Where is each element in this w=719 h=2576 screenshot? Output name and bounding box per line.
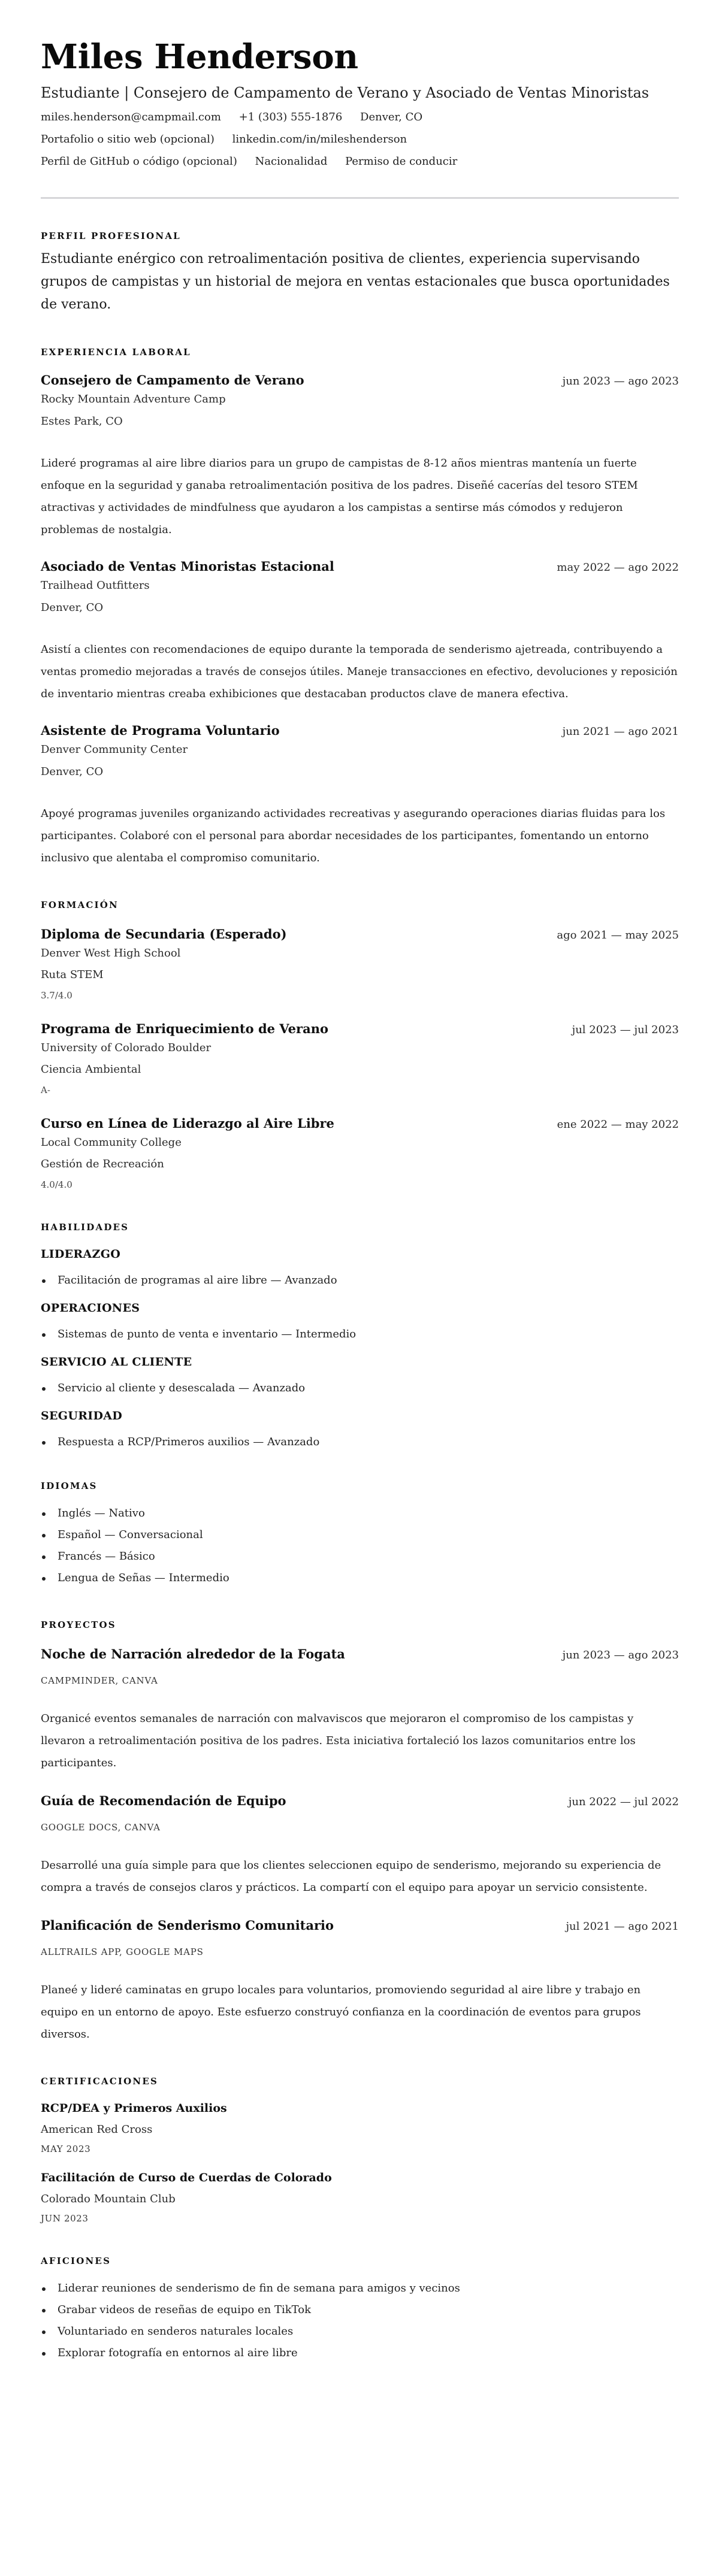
education-item <box>41 925 679 1002</box>
project-description: Desarrollé una guía simple para que los clientes seleccionen equipo de senderismo, mejorando su experiencia de compra a través de consejos claros y prácticos. La compartí con el equipo para apoyar un servicio consistente. <box>41 1859 661 1894</box>
section-title-skills: HABILIDADES <box>41 1222 129 1233</box>
skill-category: SEGURIDAD <box>41 1409 123 1422</box>
job-location: Denver, CO <box>41 601 104 614</box>
section-summary <box>41 230 679 316</box>
field-of-study: Ciencia Ambiental <box>41 1063 141 1076</box>
contact-location: Denver, CO <box>360 111 423 123</box>
project-description: Organicé eventos semanales de narración con malvaviscos que mejoraron el compromiso de los campistas y llevaron a retroalimentación positiva de los padres. Esta iniciativa fortaleció los lazos comunitarios entre los participantes. <box>41 1712 636 1769</box>
job-company: Rocky Mountain Adventure Camp <box>41 393 226 405</box>
education-dates: jul 2023 — jul 2023 <box>572 1024 679 1036</box>
resume-header <box>41 37 679 199</box>
contact-phone[interactable]: +1 (303) 555-1876 <box>238 111 343 123</box>
section-certifications <box>41 2075 679 2225</box>
skill-group <box>41 1408 679 1450</box>
job-title: Asistente de Programa Voluntario <box>41 723 280 738</box>
job-company: Denver Community Center <box>41 743 188 756</box>
contact-driving-license: Permiso de conducir <box>345 155 458 168</box>
contact-email[interactable]: miles.henderson@campmail.com <box>41 111 221 123</box>
education-item <box>41 1115 679 1191</box>
skill-list <box>41 1273 679 1288</box>
field-of-study: Ruta STEM <box>41 968 104 981</box>
section-title-certifications: CERTIFICACIONES <box>41 2076 158 2087</box>
certification-date: MAY 2023 <box>41 2144 91 2154</box>
grade: 3.7/4.0 <box>41 990 72 1001</box>
education-item <box>41 1020 679 1097</box>
contact-linkedin[interactable]: linkedin.com/in/mileshenderson <box>232 133 407 146</box>
section-title-projects: PROYECTOS <box>41 1620 116 1630</box>
job-description: Lideré programas al aire libre diarios para un grupo de campistas de 8-12 años mientras mantenía un fuerte enfoque en la seguridad y ganaba retroalimentación positiva de los padres. Diseñé cacerías del tesoro STEM atractivas y actividades de mindfulness que ayudaron a los campistas a sentirse más cómodos y redujeron problemas de nostalgia. <box>41 457 638 536</box>
project-name: Guía de Recomendación de Equipo <box>41 1793 286 1808</box>
project-name: Planificación de Senderismo Comunitario <box>41 1918 334 1933</box>
grade: A- <box>41 1085 50 1095</box>
summary-text: Estudiante enérgico con retroalimentación positiva de clientes, experiencia supervisando grupos de campistas y un historial de mejora en ventas estacionales que busca oportunidades de verano. <box>41 252 670 312</box>
project-dates: jul 2021 — ago 2021 <box>566 1920 679 1933</box>
project-tech: GOOGLE DOCS, CANVA <box>41 1822 161 1833</box>
language-item: Inglés — Nativo <box>41 1503 679 1524</box>
skill-group <box>41 1354 679 1396</box>
hobby-list <box>41 2278 679 2364</box>
project-dates: jun 2023 — ago 2023 <box>562 1649 679 1661</box>
project-description: Planeé y lideré caminatas en grupo locales para voluntarios, promoviendo seguridad al aire libre y trabajo en equipo en un entorno de apoyo. Este esfuerzo construyó confianza en la coordinación de eventos para grupos diversos. <box>41 1984 641 2041</box>
hobby-item: Voluntariado en senderos naturales locales <box>41 2321 679 2342</box>
header-divider <box>41 197 679 199</box>
contact-line-primary <box>41 110 679 125</box>
job-description: Asistí a clientes con recomendaciones de equipo durante la temporada de senderismo ajetreada, contribuyendo a ventas promedio mejoradas a través de consejos útiles. Maneje transacciones en efectivo, devoluciones y reposición de inventario mientras creaba exhibiciones que destacaban productos clave de manera efectiva. <box>41 643 678 700</box>
candidate-name: Miles Henderson <box>41 37 358 77</box>
skill-item: Sistemas de punto de venta e inventario — Intermedio <box>41 1327 679 1342</box>
education-dates: ene 2022 — may 2022 <box>557 1118 679 1131</box>
section-experience <box>41 346 679 869</box>
language-item: Lengua de Señas — Intermedio <box>41 1567 679 1589</box>
job-location: Denver, CO <box>41 765 104 778</box>
degree-title: Programa de Enriquecimiento de Verano <box>41 1021 328 1036</box>
skill-group <box>41 1300 679 1342</box>
job-company: Trailhead Outfitters <box>41 579 150 592</box>
job-dates: jun 2023 — ago 2023 <box>562 375 679 388</box>
section-title-experience: EXPERIENCIA LABORAL <box>41 347 191 358</box>
section-projects <box>41 1619 679 2045</box>
project-item <box>41 1792 679 1899</box>
degree-title: Diploma de Secundaria (Esperado) <box>41 927 287 942</box>
job-dates: jun 2021 — ago 2021 <box>562 725 679 738</box>
hobby-item: Liderar reuniones de senderismo de fin de semana para amigos y vecinos <box>41 2278 679 2299</box>
skill-list <box>41 1327 679 1342</box>
hobby-item: Explorar fotografía en entornos al aire libre <box>41 2342 679 2364</box>
language-item: Francés — Básico <box>41 1546 679 1567</box>
hobby-item: Grabar videos de reseñas de equipo en TikTok <box>41 2299 679 2321</box>
job-description: Apoyé programas juveniles organizando actividades recreativas y asegurando operaciones diarias fluidas para los participantes. Colaboré con el personal para abordar necesidades de los participantes, fomentando un entorno inclusivo que alentaba el compromiso comunitario. <box>41 807 666 864</box>
project-item <box>41 1917 679 2045</box>
section-education <box>41 899 679 1191</box>
degree-title: Curso en Línea de Liderazgo al Aire Libre <box>41 1116 334 1131</box>
certification-item <box>41 2100 679 2156</box>
language-item: Español — Conversacional <box>41 1524 679 1546</box>
education-dates: ago 2021 — may 2025 <box>557 929 679 942</box>
experience-item <box>41 722 679 869</box>
field-of-study: Gestión de Recreación <box>41 1158 164 1170</box>
section-title-hobbies: AFICIONES <box>41 2256 111 2266</box>
project-tech: CAMPMINDER, CANVA <box>41 1675 158 1686</box>
job-title: Consejero de Campamento de Verano <box>41 373 304 388</box>
skill-category: OPERACIONES <box>41 1301 140 1315</box>
candidate-headline: Estudiante | Consejero de Campamento de Verano y Asociado de Ventas Minoristas <box>41 84 649 101</box>
section-hobbies <box>41 2255 679 2364</box>
skill-category: SERVICIO AL CLIENTE <box>41 1355 192 1369</box>
skill-list <box>41 1434 679 1450</box>
project-name: Noche de Narración alrededor de la Fogata <box>41 1646 345 1661</box>
skill-list <box>41 1381 679 1396</box>
school-name: Local Community College <box>41 1136 182 1149</box>
job-location: Estes Park, CO <box>41 415 123 428</box>
section-languages <box>41 1480 679 1589</box>
section-skills <box>41 1221 679 1450</box>
contact-line-extra <box>41 154 679 169</box>
contact-line-links <box>41 132 679 147</box>
contact-github[interactable]: Perfil de GitHub o código (opcional) <box>41 155 237 168</box>
skill-group <box>41 1246 679 1288</box>
project-dates: jun 2022 — jul 2022 <box>568 1796 679 1808</box>
section-title-summary: PERFIL PROFESIONAL <box>41 231 181 241</box>
job-title: Asociado de Ventas Minoristas Estacional <box>41 559 334 574</box>
contact-portfolio[interactable]: Portafolio o sitio web (opcional) <box>41 133 215 146</box>
experience-item <box>41 371 679 541</box>
certification-issuer: American Red Cross <box>41 2123 153 2136</box>
job-dates: may 2022 — ago 2022 <box>557 561 679 574</box>
section-title-languages: IDIOMAS <box>41 1481 98 1491</box>
certification-item <box>41 2170 679 2225</box>
contact-nationality: Nacionalidad <box>255 155 328 168</box>
section-title-education: FORMACIÓN <box>41 900 119 910</box>
grade: 4.0/4.0 <box>41 1179 72 1190</box>
skill-item: Facilitación de programas al aire libre — Avanzado <box>41 1273 679 1288</box>
language-list <box>41 1503 679 1589</box>
experience-item <box>41 558 679 705</box>
certification-issuer: Colorado Mountain Club <box>41 2193 176 2205</box>
skill-item: Respuesta a RCP/Primeros auxilios — Avanzado <box>41 1434 679 1450</box>
certification-name: RCP/DEA y Primeros Auxilios <box>41 2102 227 2115</box>
skill-category: LIDERAZGO <box>41 1248 121 1261</box>
certification-date: JUN 2023 <box>41 2213 89 2224</box>
certification-name: Facilitación de Curso de Cuerdas de Colorado <box>41 2171 332 2184</box>
school-name: University of Colorado Boulder <box>41 1042 212 1054</box>
project-tech: ALLTRAILS APP, GOOGLE MAPS <box>41 1947 204 1957</box>
skill-item: Servicio al cliente y desescalada — Avanzado <box>41 1381 679 1396</box>
project-item <box>41 1645 679 1774</box>
school-name: Denver West High School <box>41 947 181 959</box>
